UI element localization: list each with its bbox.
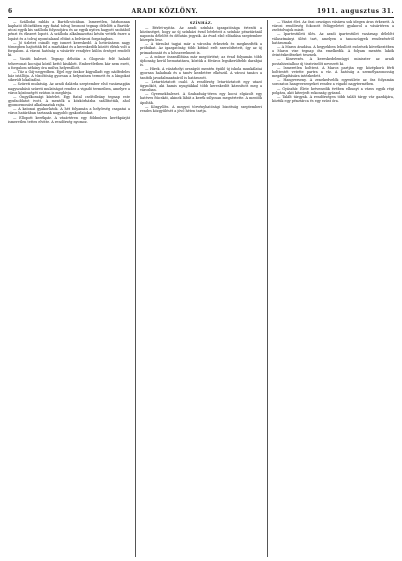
article-paragraph: — Gyászhír. Élete hetvenedik évében elhunyt a város egyik régi polgára, akit kiterjedt rokonság gyászol. — [272, 86, 394, 95]
article-paragraph: — Bérlet-nyitás. Az aradi színház igazgatósága értesíti a közönséget, hogy az új színházi évad bérleteit a színház pénztáránál naponta délelőtt és délután jegyzik. Az évad első előadása szeptember közepén lesz. — [140, 25, 262, 43]
article-paragraph: — Szüreti mulatság. Az aradi dalárda szeptember első vasárnapján nagyszabású szüreti mulatságot rendez a vigadó termeiben, amelyre a város közönségét ezúton is meghívja. — [8, 82, 130, 95]
article-paragraph: — Szállodai rablás a Bartók-utcában. Ismeretlen, bárhonnan kapható öltözékben egy fiatal tolvaj beosont tegnap délelőtt a Bartók-utcai egyik kis szálloda folyosójára és az egyik nyitva hagyott szobából pénzt és ékszert lopott. A szálloda alkalmazottai későn vették észre a lopást és a tolvaj nyomtalanul eltűnt a belvárosi forgatagban. — [8, 20, 130, 41]
column-3 — [267, 20, 394, 557]
article-paragraph: — Vasúti baleset. Tegnap délután a Glogovác felé haladó tehervonat kocsijai közül kettő kisiklott. Emberéletben kár nem esett, a forgalom néhány óra múlva helyreállott. — [8, 57, 130, 70]
column-2 — [135, 20, 262, 557]
article-paragraph: — Jó üzletet csinált egy ismert kereskedő. A hetivásáron nagy tömegben hajtották fel a marhákat és a kereskedők között élénk volt a forgalom. A városi hatóság a vásártér rendjére külön őrséget rendelt ki. — [8, 40, 130, 58]
article-paragraph: — Hírek. A vásárhelyi országút mentén épülő új iskola munkálatai gyorsan haladnak és a tanév kezdetére elkészül. A városi tanács a tanítók javadalmazásáról is határozott. — [140, 67, 262, 80]
header-rule — [8, 17, 394, 18]
newspaper-title: ARADI KÖZLÖNY. — [131, 7, 199, 15]
article-paragraph: — A műsor összeállítása már megtörtént; az évad folyamán több újdonság kerül bemutatásra, köztük a főváros legsikerültebb darabjai is. — [140, 54, 262, 68]
article-paragraph: — Vásári élet. Az őszi országos vásárra sok idegen árus érkezett. A városi rendőrség fokozott felügyeletet gyakorol a vásártéren a zsebtolvajok miatt. — [272, 20, 394, 33]
article-paragraph: — A katonai gyakorlatok. A hét folyamán a helyőrség csapatai a város határában tartanak nagyobb gyakorlatokat. — [8, 107, 130, 116]
article-paragraph: — Gyermekbaleset. A Szabadság-téren egy kocsi elgázolt egy hatéves fiúcskát, akinek lábát a kerék súlyosan megsértette. A mentők ápolták. — [140, 92, 262, 105]
article-paragraph: — Letartóztatott csaló. A rendőrség letartóztatott egy utazó ügynököt, aki hamis nyugtákkal több kereskedőt károsított meg a városban. — [140, 79, 262, 93]
article-paragraph: — Kinevezés. A kereskedelemügyi miniszter az aradi postahivatalhoz új tisztviselőt nevezett ki. — [272, 57, 394, 66]
page-header — [8, 6, 394, 16]
page-number: 6 — [8, 7, 13, 15]
article-paragraph: — Közgyűlés. A megyei törvényhatósági bizottság szeptemberi rendes közgyűlését a jövő héten tartja. — [140, 104, 262, 113]
issue-date: 1911. augusztus 31. — [316, 7, 394, 15]
article-paragraph: — A társulat tagjai már a városba érkeztek és megkezdték a próbákat. Az igazgatóság több kitűnő erőt szerződtetett, így az új primadonnát és a hősszerelmest is. — [140, 42, 262, 55]
column-1 — [8, 20, 130, 557]
article-paragraph: — Talált tárgyak. A rendőrségen több talált tárgy vár gazdájára, köztük egy pénztárca és egy ezüst óra. — [272, 94, 394, 103]
article-paragraph: — Ellopott kerékpár. A vásártéren egy földműves kerékpárját ismeretlen tettes elvitte. A rendőrség nyomoz. — [8, 115, 130, 124]
article-paragraph: — Öngyilkossági kísérlet. Egy fiatal cselédleány tegnap este gyufaoldatot ivott. A mentők a közkórházba szállították, ahol gyomormosást alkalmaztak rajta. — [8, 94, 130, 108]
article-paragraph: — Hangverseny. A zenekedvelők egyesülete az ősz folyamán sorozatos hangversenyeket rendez a vigadó nagytermében. — [272, 78, 394, 87]
article-paragraph: — A Maros áradása. A hegyekben lehullott esőzések következtében a Maros vize tegnap óta emelkedik. A folyam mentén lakók óvintézkedéseket tesznek. — [272, 44, 394, 58]
article-paragraph: — Ipartestületi ülés. Az aradi ipartestület vasárnap délelőtt választmányi ülést tart, amelyen a tanoncügyek rendezéséről határoznak. — [272, 32, 394, 45]
article-columns — [8, 20, 394, 557]
article-paragraph: — Tűz a Gáj-negyedben. Éjjel egy órakor kigyulladt egy nádfedeles ház istállója. A tűzoltóság gyorsan a helyszínen termett és a lángokat sikerült lokalizálni. — [8, 69, 130, 83]
article-paragraph: — Ismeretlen holttest. A Maros partján egy középkorú férfi holttestét vetette partra a víz. A hatóság a személyazonosság megállapítására intézkedett. — [272, 65, 394, 79]
section-heading: SZÍNHÁZ. — [189, 21, 213, 25]
